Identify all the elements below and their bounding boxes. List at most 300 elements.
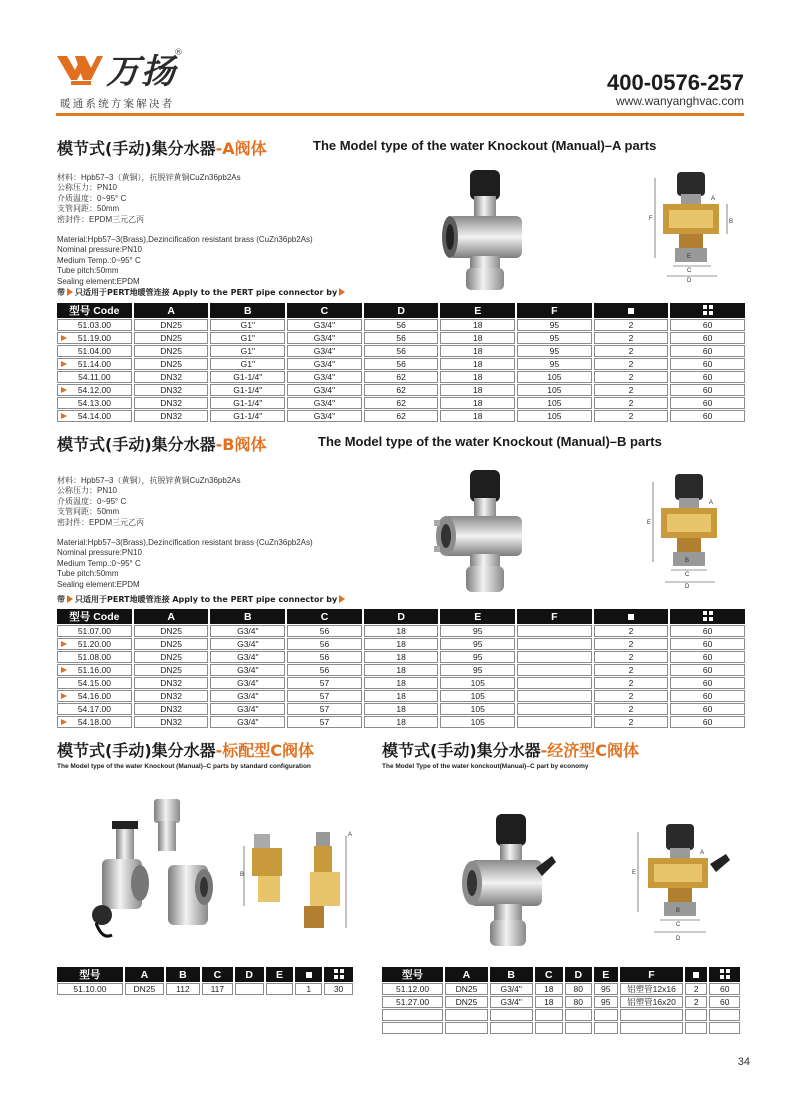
- cell-text: 56: [396, 359, 406, 369]
- diagram-label: B: [729, 219, 734, 225]
- col-header: D: [565, 967, 591, 982]
- table-cell: [125, 983, 164, 995]
- table-cell: [287, 651, 362, 663]
- table-row: [382, 996, 740, 1008]
- table-row: [57, 358, 745, 370]
- model-code-cell: [57, 384, 132, 396]
- section-c-std-title-prefix: 模节式(手动)集分水器: [57, 741, 216, 760]
- table-cell: [364, 397, 439, 409]
- table-cell: [364, 319, 439, 331]
- col-header: C: [287, 303, 362, 318]
- table-cell: [210, 703, 285, 715]
- cell-text: 18: [473, 398, 483, 408]
- cell-text: 56: [396, 333, 406, 343]
- cell-text: 117: [210, 984, 225, 994]
- model-code-cell: [382, 1009, 443, 1021]
- section-b-title-prefix: 模节式(手动)集分水器: [57, 435, 216, 454]
- cell-text: 56: [319, 639, 330, 649]
- table-cell: [440, 371, 515, 383]
- col-header: C: [535, 967, 564, 982]
- cell-text: 18: [396, 678, 406, 688]
- cell-text: 2: [628, 639, 634, 649]
- section-b-pert-note: [57, 594, 347, 605]
- section-b-title-highlight: -B阀体: [215, 435, 267, 454]
- col-header: E: [266, 967, 294, 982]
- section-a-valve-photo: [440, 168, 530, 293]
- spec-line: 公称压力：PN10: [57, 183, 118, 193]
- cell-text: 56: [319, 652, 330, 662]
- table-cell: [620, 1022, 683, 1034]
- cell-text: G3/4": [237, 717, 259, 727]
- cell-text: 51.03.00: [77, 320, 111, 330]
- section-a-title: [57, 136, 267, 159]
- section-c-eco-title-highlight: -经济型C阀体: [540, 741, 640, 760]
- cell-text: 2: [628, 372, 634, 382]
- table-cell: [266, 983, 294, 995]
- table-cell: [440, 384, 515, 396]
- cell-text: 2: [628, 346, 634, 356]
- table-cell: [565, 1009, 591, 1021]
- model-code-cell: [57, 638, 132, 650]
- cell-text: 2: [628, 333, 634, 343]
- table-cell: [565, 983, 591, 995]
- cell-text: DN25: [160, 333, 182, 343]
- page-number: 34: [737, 1056, 750, 1068]
- section-a-dimension-diagram: [645, 168, 740, 286]
- table-cell: [685, 1022, 707, 1034]
- pert-prefix: 带: [57, 595, 65, 604]
- table-cell: [210, 638, 285, 650]
- spec-line: Sealing element:EPDM: [57, 276, 140, 286]
- section-c-std-valve-photo: [92, 795, 232, 945]
- cell-text: 18: [396, 626, 406, 636]
- table-cell: [594, 716, 669, 728]
- cell-text: 18: [544, 984, 554, 994]
- cell-text: 60: [702, 704, 713, 714]
- cell-text: 56: [396, 320, 406, 330]
- section-c-eco-table: [380, 966, 742, 1035]
- cell-text: 2: [628, 717, 634, 727]
- brand-name: 万扬: [106, 52, 176, 92]
- cell-text: 95: [473, 665, 483, 675]
- cell-text: G3/4": [313, 333, 336, 343]
- table-cell: [287, 332, 362, 344]
- table-cell: [440, 319, 515, 331]
- section-a-title-prefix: 模节式(手动)集分水器: [57, 139, 216, 158]
- table-cell: [364, 384, 439, 396]
- cell-text: 105: [470, 691, 485, 701]
- diagram-label: A: [700, 850, 705, 856]
- carton-qty-icon: [324, 967, 353, 982]
- cell-text: G3/4": [313, 372, 336, 382]
- section-a-table: [55, 302, 747, 423]
- col-header: 型号: [57, 967, 123, 982]
- cell-text: 62: [396, 398, 406, 408]
- table-cell: [517, 371, 592, 383]
- table-cell: [202, 983, 233, 995]
- table-row: [57, 664, 745, 676]
- section-b-dimension-diagram: [645, 470, 740, 590]
- cell-text: 60: [702, 639, 713, 649]
- table-cell: [709, 1022, 740, 1034]
- cell-text: G1-1/4": [233, 411, 263, 421]
- cell-text: 2: [628, 411, 634, 421]
- table-row: [57, 690, 745, 702]
- cell-text: 18: [396, 717, 406, 727]
- table-cell: [670, 397, 745, 409]
- table-cell: [620, 1009, 683, 1021]
- pert-marker-icon: [61, 335, 67, 341]
- col-header: D: [364, 303, 439, 318]
- cell-text: 54.13.00: [77, 398, 111, 408]
- table-row: [57, 371, 745, 383]
- cell-text: 62: [396, 385, 406, 395]
- cell-text: 60: [719, 997, 730, 1007]
- table-cell: [440, 638, 515, 650]
- table-cell: [440, 703, 515, 715]
- carton-qty-icon: [670, 303, 745, 318]
- table-cell: [535, 1009, 564, 1021]
- section-b-title-en: The Model type of the water Knockout (Manual)–B parts: [318, 434, 662, 449]
- table-cell: [287, 690, 362, 702]
- pack-qty-icon: [685, 967, 707, 982]
- table-cell: [535, 1022, 564, 1034]
- spec-line: Medium Temp.:0~95° C: [57, 558, 141, 568]
- cell-text: 105: [470, 678, 485, 688]
- diagram-label: E: [647, 520, 652, 526]
- table-cell: [670, 371, 745, 383]
- cell-text: G3/4": [237, 652, 259, 662]
- model-code-cell: [57, 371, 132, 383]
- table-cell: [287, 345, 362, 357]
- cell-text: 18: [473, 372, 483, 382]
- table-cell: [440, 651, 515, 663]
- table-cell: [670, 690, 745, 702]
- table-cell: [440, 397, 515, 409]
- cell-text: DN32: [160, 372, 182, 382]
- brand-tagline: 暖通系统方案解决者: [60, 98, 175, 110]
- cell-text: 60: [702, 359, 713, 369]
- cell-text: G3/4": [237, 704, 259, 714]
- table-cell: [709, 983, 740, 995]
- table-cell: [364, 625, 439, 637]
- table-cell: [440, 664, 515, 676]
- table-cell: [210, 677, 285, 689]
- cell-text: 2: [628, 320, 634, 330]
- header-divider: [56, 113, 744, 116]
- table-cell: [594, 319, 669, 331]
- table-cell: [670, 384, 745, 396]
- cell-text: 18: [396, 652, 406, 662]
- section-b-table: [55, 608, 747, 729]
- cell-text: 57: [319, 691, 330, 701]
- table-row: [57, 345, 745, 357]
- table-cell: [594, 651, 669, 663]
- table-header-row: [57, 303, 745, 318]
- cell-text: 2: [628, 359, 634, 369]
- pert-marker-icon: [339, 288, 345, 296]
- table-cell: [134, 397, 209, 409]
- cell-text: DN25: [133, 984, 156, 994]
- table-cell: [517, 410, 592, 422]
- pack-qty-icon: [594, 609, 669, 624]
- cell-text: 18: [473, 411, 483, 421]
- table-cell: [594, 983, 618, 995]
- table-cell: [210, 716, 285, 728]
- table-cell: [490, 996, 533, 1008]
- cell-text: 56: [319, 626, 330, 636]
- table-cell: [535, 983, 564, 995]
- cell-text: G1": [240, 359, 255, 369]
- cell-text: 2: [693, 984, 699, 994]
- cell-text: 2: [628, 385, 634, 395]
- spec-line: 介质温度：0~95° C: [57, 193, 127, 203]
- table-cell: [287, 319, 362, 331]
- table-row: [57, 410, 745, 422]
- table-cell: [594, 703, 669, 715]
- spec-line: Tube pitch:50mm: [57, 569, 119, 579]
- pack-qty-icon: [594, 303, 669, 318]
- cell-text: 60: [702, 385, 713, 395]
- table-cell: [594, 371, 669, 383]
- cell-text: 80: [573, 997, 584, 1007]
- table-cell: [210, 345, 285, 357]
- cell-text: G3/4": [237, 678, 259, 688]
- table-cell: [594, 384, 669, 396]
- table-cell: [517, 664, 592, 676]
- cell-text: 80: [573, 984, 584, 994]
- table-cell: [490, 1022, 533, 1034]
- diagram-label: B: [685, 558, 690, 564]
- col-header: A: [134, 609, 209, 624]
- cell-text: G3/4": [313, 411, 336, 421]
- table-cell: [517, 319, 592, 331]
- table-cell: [210, 664, 285, 676]
- cell-text: 60: [702, 372, 713, 382]
- table-row: [57, 703, 745, 715]
- col-header: A: [125, 967, 164, 982]
- cell-text: 60: [702, 678, 713, 688]
- table-cell: [134, 384, 209, 396]
- diagram-label: D: [676, 936, 681, 942]
- table-cell: [287, 664, 362, 676]
- cell-text: 95: [473, 639, 483, 649]
- table-cell: [670, 410, 745, 422]
- table-cell: [620, 996, 683, 1008]
- cell-text: 60: [702, 346, 713, 356]
- table-cell: [685, 996, 707, 1008]
- model-code-cell: [57, 716, 132, 728]
- section-c-eco-table-body: [382, 983, 740, 1034]
- cell-text: 95: [549, 320, 560, 330]
- table-cell: [210, 690, 285, 702]
- cell-text: 18: [396, 639, 406, 649]
- cell-text: 56: [319, 665, 330, 675]
- section-c-std-table-body: [57, 983, 353, 995]
- table-cell: [287, 703, 362, 715]
- table-cell: [287, 716, 362, 728]
- cell-text: G1": [240, 333, 255, 343]
- cell-text: DN25: [455, 984, 478, 994]
- model-code-cell: [382, 983, 443, 995]
- section-a-table-body: [57, 319, 745, 422]
- pack-qty-icon: [295, 967, 322, 982]
- spec-line: Nominal pressure:PN10: [57, 245, 142, 255]
- pert-marker-icon: [61, 413, 67, 419]
- section-c-std-title-en: The Model type of the water Knockout (Manual)–C parts by standard configuration: [57, 763, 311, 770]
- table-cell: [440, 690, 515, 702]
- cell-text: G1-1/4": [233, 398, 263, 408]
- table-cell: [210, 332, 285, 344]
- cell-text: 95: [549, 359, 560, 369]
- table-cell: [517, 397, 592, 409]
- table-cell: [134, 664, 209, 676]
- section-c-std-table: [55, 966, 355, 996]
- table-cell: [670, 677, 745, 689]
- cell-text: 51.27.00: [395, 997, 430, 1007]
- cell-text: G3/4": [313, 346, 336, 356]
- cell-text: 51.10.00: [73, 984, 107, 994]
- table-cell: [445, 996, 488, 1008]
- cell-text: 2: [628, 678, 634, 688]
- cell-text: 60: [702, 398, 713, 408]
- spec-line: Material:Hpb57–3(Brass),Dezincification resistant brass (CuZn36pb2As): [57, 235, 313, 245]
- col-header: A: [134, 303, 209, 318]
- col-header: E: [594, 967, 618, 982]
- table-cell: [210, 410, 285, 422]
- table-cell: [364, 345, 439, 357]
- table-cell: [594, 1009, 618, 1021]
- cell-text: 2: [628, 665, 634, 675]
- cell-text: 60: [719, 984, 730, 994]
- table-cell: [287, 410, 362, 422]
- table-cell: [210, 397, 285, 409]
- col-header: C: [287, 609, 362, 624]
- table-cell: [364, 358, 439, 370]
- table-cell: [670, 625, 745, 637]
- table-cell: [594, 638, 669, 650]
- cell-text: 51.07.00: [77, 626, 111, 636]
- col-header: B: [490, 967, 533, 982]
- cell-text: 2: [628, 398, 634, 408]
- table-cell: [134, 345, 209, 357]
- table-cell: [364, 638, 439, 650]
- table-cell: [134, 703, 209, 715]
- cell-text: G1-1/4": [233, 372, 263, 382]
- cell-text: 18: [473, 346, 483, 356]
- table-cell: [134, 716, 209, 728]
- section-c-eco-title: [382, 738, 639, 761]
- cell-text: 51.04.00: [77, 346, 111, 356]
- section-c-std-title: [57, 738, 314, 761]
- cell-text: 51.20.00: [77, 639, 111, 649]
- website-url[interactable]: www.wanyanghvac.com: [615, 94, 744, 108]
- table-cell: [594, 345, 669, 357]
- section-c-std-dimension-diagram: [240, 828, 360, 938]
- table-cell: [517, 651, 592, 663]
- col-header: B: [210, 609, 285, 624]
- table-row: [57, 677, 745, 689]
- table-cell: [364, 703, 439, 715]
- table-cell: [440, 625, 515, 637]
- cell-text: 105: [547, 411, 562, 421]
- spec-line: Material:Hpb57–3(Brass),Dezincification resistant brass (CuZn36pb2As): [57, 538, 313, 548]
- section-b-valve-photo: [432, 468, 532, 596]
- table-row: [57, 638, 745, 650]
- table-cell: [594, 410, 669, 422]
- table-cell: [324, 983, 353, 995]
- table-cell: [364, 690, 439, 702]
- cell-text: 51.19.00: [77, 333, 111, 343]
- section-c-eco-dimension-diagram: [630, 820, 740, 945]
- table-cell: [440, 358, 515, 370]
- table-cell: [287, 371, 362, 383]
- table-cell: [134, 371, 209, 383]
- table-cell: [517, 345, 592, 357]
- table-cell: [235, 983, 264, 995]
- spec-line: 密封件：EPDM三元乙丙: [57, 214, 145, 224]
- cell-text: 95: [473, 652, 483, 662]
- spec-line: Medium Temp.:0~95° C: [57, 255, 141, 265]
- col-header: A: [445, 967, 488, 982]
- table-cell: [210, 651, 285, 663]
- table-cell: [134, 690, 209, 702]
- table-cell: [134, 625, 209, 637]
- table-cell: [709, 1009, 740, 1021]
- pert-text: 只适用于PERT地暖管连接 Apply to the PERT pipe connector by: [75, 288, 338, 297]
- col-header: 型号 Code: [57, 609, 132, 624]
- table-cell: [594, 625, 669, 637]
- registered-mark: ®: [174, 48, 183, 58]
- cell-text: 95: [549, 333, 560, 343]
- cell-text: 18: [473, 359, 483, 369]
- model-code-cell: [382, 996, 443, 1008]
- table-cell: [594, 677, 669, 689]
- table-row: [57, 397, 745, 409]
- cell-text: 铝塑管16x20: [627, 997, 676, 1007]
- table-cell: [670, 319, 745, 331]
- diagram-label: B: [676, 908, 681, 914]
- diagram-label: F: [649, 216, 653, 222]
- table-cell: [364, 651, 439, 663]
- table-cell: [670, 358, 745, 370]
- table-cell: [134, 358, 209, 370]
- cell-text: DN25: [160, 652, 182, 662]
- section-c-eco-title-en: The Model Type of the water konckout(Manual)–C part by economy: [382, 763, 589, 770]
- spec-line: 支管间距：50mm: [57, 204, 120, 214]
- cell-text: DN32: [160, 717, 182, 727]
- section-c-eco-title-prefix: 模节式(手动)集分水器: [382, 741, 541, 760]
- table-cell: [594, 332, 669, 344]
- table-row: [382, 1022, 740, 1034]
- table-cell: [440, 410, 515, 422]
- table-cell: [594, 996, 618, 1008]
- diagram-label: A: [348, 832, 353, 838]
- table-cell: [364, 664, 439, 676]
- table-cell: [670, 664, 745, 676]
- model-code-cell: [57, 345, 132, 357]
- table-cell: [364, 716, 439, 728]
- cell-text: 105: [547, 372, 562, 382]
- cell-text: 60: [702, 626, 713, 636]
- table-row: [57, 625, 745, 637]
- cell-text: 95: [600, 997, 611, 1007]
- cell-text: 112: [176, 984, 190, 994]
- table-cell: [490, 1009, 533, 1021]
- cell-text: G3/4": [237, 639, 259, 649]
- table-cell: [670, 345, 745, 357]
- model-code-cell: [57, 983, 123, 995]
